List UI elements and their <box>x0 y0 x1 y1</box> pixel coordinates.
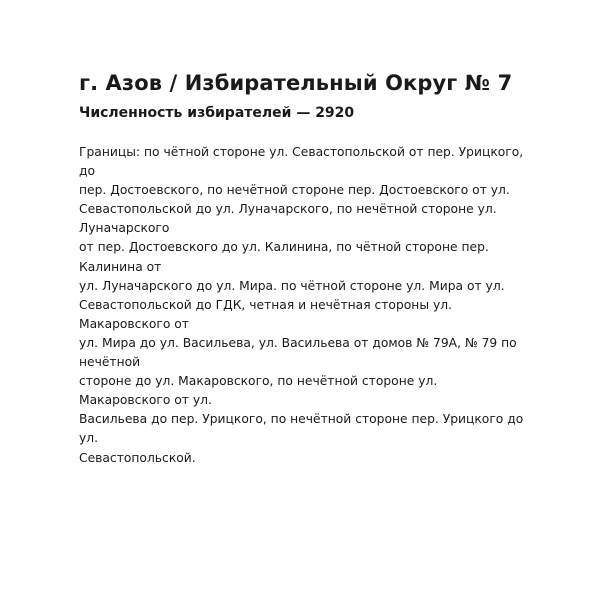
boundaries-line: Луначарского <box>79 221 170 236</box>
boundaries-line: стороне до ул. Макаровского, по нечётной стороне ул. <box>79 374 438 389</box>
boundaries-line: Васильева до пер. Урицкого, по нечётной стороне пер. Урицкого до <box>79 412 524 427</box>
boundaries-line: от пер. Достоевского до ул. Калинина, по чётной стороне пер. <box>79 240 489 255</box>
boundaries-line: Севастопольской. <box>79 450 196 465</box>
boundaries-line: ул. Мира до ул. Васильева, ул. Васильева от домов № 79А, № 79 по <box>79 335 517 350</box>
boundaries-line: пер. Достоевского, по нечётной стороне пер. Достоевского от ул. <box>79 183 510 198</box>
boundaries-line: нечётной <box>79 355 141 370</box>
boundaries-line: Калинина от <box>79 259 162 274</box>
page-title: г. Азов / Избирательный Округ № 7 <box>79 71 513 95</box>
boundaries-line: ул. <box>79 431 99 446</box>
voter-count-subtitle: Численность избирателей — 2920 <box>79 105 355 121</box>
boundaries-line: ул. Луначарского до ул. Мира. по чётной стороне ул. Мира от ул. <box>79 278 505 293</box>
boundaries-line: Макаровского от <box>79 316 189 331</box>
boundaries-line: Границы: по чётной стороне ул. Севастопольской от пер. Урицкого, <box>79 145 524 159</box>
boundaries-line: Севастопольской до ул. Луначарского, по нечётной стороне ул. <box>79 202 497 217</box>
boundaries-text <box>79 143 560 468</box>
boundaries-line: Макаровского от ул. <box>79 393 212 408</box>
boundaries-line: до <box>79 164 96 179</box>
boundaries-line: Севастопольской до ГДК, четная и нечётная стороны ул. <box>79 297 452 312</box>
